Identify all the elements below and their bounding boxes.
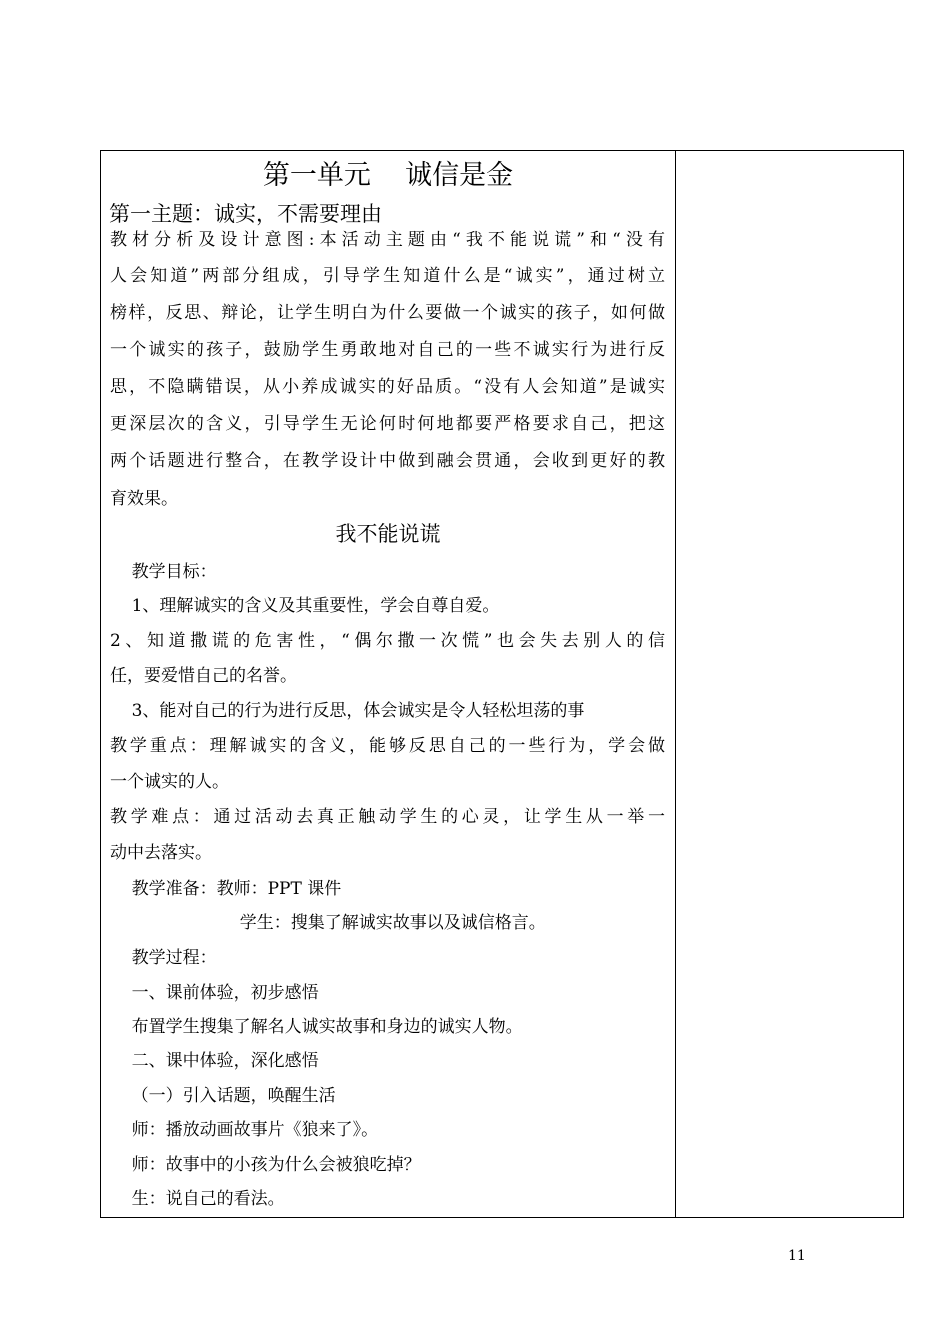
intro-line: 一个诚实的孩子，鼓励学生勇敢地对自己的一些不诚实行为进行反 <box>110 340 665 360</box>
lesson-content-cell <box>101 151 675 1217</box>
intro-line: 更深层次的含义，引导学生无论何时何地都要严格要求自己，把这 <box>110 414 665 434</box>
body-line: 一、课前体验，初步感悟 <box>110 983 319 1003</box>
body-line: 二、课中体验，深化感悟 <box>110 1051 319 1071</box>
intro-line: 人会知道”两部分组成，引导学生知道什么是“诚实”，通过树立 <box>110 266 665 286</box>
intro-line: 榜样，反思、辩论，让学生明白为什么要做一个诚实的孩子，如何做 <box>110 303 665 323</box>
intro-line: 教材分析及设计意图:本活动主题由“我不能说谎”和“没有 <box>110 230 665 250</box>
body-line: 教学过程： <box>110 948 217 968</box>
body-line: 教学重点：理解诚实的含义，能够反思自己的一些行为，学会做 <box>110 736 665 756</box>
body-line: 3、能对自己的行为进行反思，体会诚实是令人轻松坦荡的事 <box>110 701 585 721</box>
body-line: 学生：搜集了解诚实故事以及诚信格言。 <box>110 913 546 933</box>
unit-title: 第一单元 诚信是金 <box>262 160 514 191</box>
body-line: 生：说自己的看法。 <box>110 1189 285 1209</box>
column-divider <box>675 151 676 1217</box>
body-line: 师：播放动画故事片《狼来了》。 <box>110 1120 379 1140</box>
lesson-title: 我不能说谎 <box>335 522 441 546</box>
body-line: 教学准备：教师：PPT 课件 <box>110 879 342 899</box>
body-line: （一）引入话题，唤醒生活 <box>110 1086 336 1106</box>
body-line: 教学目标： <box>110 562 217 582</box>
body-line: 师：故事中的小孩为什么会被狼吃掉？ <box>110 1155 421 1175</box>
lesson-plan-table <box>100 150 904 1218</box>
body-line: 一个诚实的人。 <box>110 772 229 792</box>
body-line: 2、知道撒谎的危害性，“偶尔撒一次慌”也会失去别人的信 <box>110 631 665 651</box>
intro-line: 两个话题进行整合，在教学设计中做到融会贯通，会收到更好的教 <box>110 451 665 471</box>
body-line: 教学难点：通过活动去真正触动学生的心灵，让学生从一举一 <box>110 807 665 827</box>
body-line: 任，要爱惜自己的名誉。 <box>110 666 297 686</box>
body-line: 布置学生搜集了解名人诚实故事和身边的诚实人物。 <box>110 1017 523 1037</box>
body-line: 动中去落实。 <box>110 843 212 863</box>
page-number: 11 <box>788 1248 806 1264</box>
body-line: 1、理解诚实的含义及其重要性，学会自尊自爱。 <box>110 596 500 616</box>
intro-line: 育效果。 <box>110 489 178 509</box>
intro-line: 思，不隐瞒错误，从小养成诚实的好品质。“没有人会知道”是诚实 <box>110 377 665 397</box>
theme-title: 第一主题：诚实，不需要理由 <box>109 202 382 226</box>
